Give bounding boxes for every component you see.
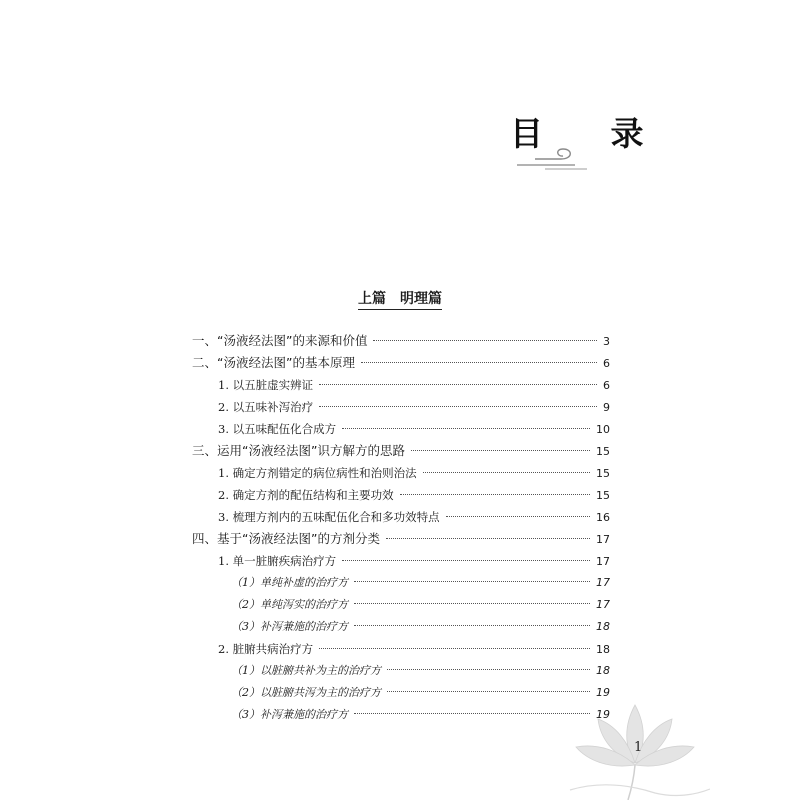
toc-entry xyxy=(218,396,610,418)
toc-entry xyxy=(218,374,610,396)
part-heading xyxy=(0,288,800,308)
toc-entry-title: 三、运用“汤液经法图”识方解方的思路 xyxy=(192,443,405,458)
toc-entry xyxy=(218,484,610,506)
dot-leader xyxy=(354,581,590,582)
dot-leader xyxy=(342,560,590,561)
dot-leader xyxy=(386,538,590,539)
toc-entry xyxy=(218,506,610,528)
toc-entry-page: 18 xyxy=(596,664,610,677)
toc-entry-page: 17 xyxy=(596,576,610,589)
title-swirl-decoration xyxy=(515,145,590,171)
dot-leader xyxy=(342,428,590,429)
toc-entry-page: 9 xyxy=(603,401,610,414)
toc-entry-page: 18 xyxy=(596,643,610,656)
toc-entry-title: 2. 脏腑共病治疗方 xyxy=(218,642,314,656)
toc-entry-title: （2）单纯泻实的治疗方 xyxy=(231,598,348,611)
dot-leader xyxy=(354,603,590,604)
dot-leader xyxy=(354,713,590,714)
toc-entry xyxy=(231,616,610,638)
toc-entry-title: 3. 梳理方剂内的五味配伍化合和多功效特点 xyxy=(218,510,440,524)
dot-leader xyxy=(446,516,590,517)
toc-entry-title: 二、“汤液经法图”的基本原理 xyxy=(192,355,355,370)
toc-entry xyxy=(192,352,610,374)
dot-leader xyxy=(354,625,590,626)
dot-leader xyxy=(361,362,597,363)
toc-entry xyxy=(218,418,610,440)
toc-entry xyxy=(192,330,610,352)
toc-entry-page: 17 xyxy=(596,598,610,611)
toc-entry-page: 10 xyxy=(596,423,610,436)
toc-entry xyxy=(218,462,610,484)
toc-entry-title: （1）单纯补虚的治疗方 xyxy=(231,576,348,589)
toc-entry xyxy=(231,660,610,682)
toc-entry-title: 四、基于“汤液经法图”的方剂分类 xyxy=(192,531,380,546)
toc-entry-page: 18 xyxy=(596,620,610,633)
toc-entry-page: 6 xyxy=(603,379,610,392)
toc-entry xyxy=(192,440,610,462)
dot-leader xyxy=(319,406,597,407)
part-heading-text: 上篇 明理篇 xyxy=(358,291,442,310)
toc-entry-page: 15 xyxy=(596,467,610,480)
toc-title: 目 录 xyxy=(510,114,672,153)
toc-entry-page: 17 xyxy=(596,533,610,546)
toc-entry-title: （3）补泻兼施的治疗方 xyxy=(231,708,348,721)
toc-entry-page: 19 xyxy=(596,708,610,721)
toc-entry xyxy=(218,550,610,572)
toc-entry-page: 6 xyxy=(603,357,610,370)
toc-entry-title: （1）以脏腑共补为主的治疗方 xyxy=(231,664,381,677)
toc-entry xyxy=(231,682,610,704)
toc-entry xyxy=(231,704,610,726)
toc-entry xyxy=(231,572,610,594)
dot-leader xyxy=(400,494,590,495)
toc-entry xyxy=(192,528,610,550)
toc-entry xyxy=(218,638,610,660)
toc-entry-title: （3）补泻兼施的治疗方 xyxy=(231,620,348,633)
toc-entry-page: 3 xyxy=(603,335,610,348)
toc-entry-page: 15 xyxy=(596,489,610,502)
toc-entry-title: 2. 以五味补泻治疗 xyxy=(218,400,314,414)
dot-leader xyxy=(387,669,590,670)
page-number: 1 xyxy=(634,740,643,755)
toc-entry xyxy=(231,594,610,616)
toc-entry-title: 2. 确定方剂的配伍结构和主要功效 xyxy=(218,488,394,502)
toc-entry-page: 15 xyxy=(596,445,610,458)
toc-entry-title: 一、“汤液经法图”的来源和价值 xyxy=(192,333,368,348)
toc-entry-page: 17 xyxy=(596,555,610,568)
toc-entry-title: 1. 确定方剂错定的病位病性和治则治法 xyxy=(218,466,417,480)
toc-entry-title: 1. 单一脏腑疾病治疗方 xyxy=(218,554,337,568)
dot-leader xyxy=(411,450,590,451)
dot-leader xyxy=(319,648,590,649)
dot-leader xyxy=(373,340,597,341)
toc-entry-title: 1. 以五脏虚实辨证 xyxy=(218,378,314,392)
dot-leader xyxy=(423,472,590,473)
toc-entry-page: 16 xyxy=(596,511,610,524)
toc-entry-page: 19 xyxy=(596,686,610,699)
dot-leader xyxy=(319,384,597,385)
toc-entry-title: 3. 以五味配伍化合成方 xyxy=(218,422,337,436)
toc-entry-title: （2）以脏腑共泻为主的治疗方 xyxy=(231,686,381,699)
